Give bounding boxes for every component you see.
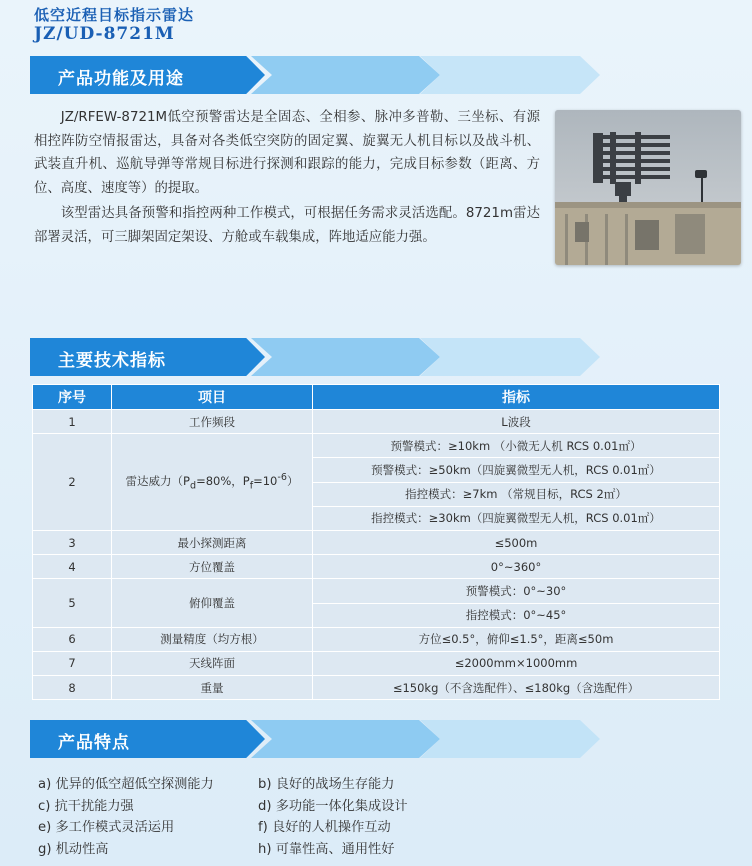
row-item: 重量 (112, 676, 313, 700)
section-title: 产品功能及用途 (58, 69, 184, 89)
section-header-specs (30, 338, 570, 376)
row-item-text: 雷达威力（$P_d=80\%$，$P_f=10^{-6}$） (125, 472, 299, 492)
list-item: c) 抗干扰能力强 (38, 798, 134, 814)
section-header-features (30, 720, 570, 758)
row-item (112, 434, 313, 531)
table-row (33, 651, 720, 675)
section-title: 产品特点 (58, 733, 130, 753)
row-no: 1 (33, 410, 112, 434)
page-title: 低空近程目标指示雷达 (34, 6, 195, 24)
row-spec: 预警模式：≥50km（四旋翼微型无人机，RCS 0.01㎡） (313, 458, 720, 482)
table-row (33, 410, 720, 434)
row-spec: 指控模式：0°~45° (313, 603, 720, 627)
table-row (33, 627, 720, 651)
list-item: d) 多功能一体化集成设计 (258, 798, 408, 814)
row-no: 6 (33, 627, 112, 651)
mode-paragraph: 该型雷达具备预警和指控两种工作模式，可根据任务需求灵活选配。8721m雷达部署灵活，可三脚架固定架设、方舱或车载集成，阵地适应能力强。 (34, 206, 540, 245)
row-spec: 指控模式：≥7km （常规目标，RCS 2㎡） (313, 482, 720, 506)
intro-paragraph: JZ/RFEW-8721M低空预警雷达是全固态、全相参、脉冲多普勒、三坐标、有源相控阵防空情报雷达，具备对各类低空突防的固定翼、旋翼无人机目标以及战斗机、武装直升机、巡航导弹等常规目标进行探测和跟踪的能力，完成目标参数（距离、方位、高度、速度等）的提取。 (34, 110, 540, 196)
row-spec: ≤2000mm×1000mm (313, 651, 720, 675)
row-spec: 0°~360° (313, 555, 720, 579)
product-model: JZ/UD-8721M (34, 24, 175, 44)
column-header-spec: 指标 (313, 385, 720, 410)
row-item: 测量精度（均方根） (112, 627, 313, 651)
section-title: 主要技术指标 (58, 351, 166, 371)
list-item: e) 多工作模式灵活运用 (38, 820, 175, 835)
row-spec: ≤500m (313, 530, 720, 554)
row-spec: ≤150kg（不含选配件）、≤180kg（含选配件） (313, 676, 720, 700)
row-no: 5 (33, 579, 112, 627)
row-no: 3 (33, 530, 112, 554)
row-no: 2 (33, 434, 112, 531)
list-item: b) 良好的战场生存能力 (258, 777, 395, 792)
column-header-item: 项目 (112, 385, 313, 410)
list-item: g) 机动性高 (38, 841, 109, 857)
row-spec: 指控模式：≥30km（四旋翼微型无人机，RCS 0.01㎡） (313, 506, 720, 530)
list-item: f) 良好的人机操作互动 (258, 820, 391, 835)
table-row (33, 555, 720, 579)
section-header-functions (30, 56, 570, 94)
list-item: a) 优异的低空超低空探测能力 (38, 777, 214, 792)
row-item: 工作频段 (112, 410, 313, 434)
spec-table (32, 384, 720, 700)
row-item: 方位覆盖 (112, 555, 313, 579)
table-row (33, 579, 720, 603)
list-item: h) 可靠性高、通用性好 (258, 841, 395, 857)
radar-image (555, 110, 741, 265)
table-row (33, 676, 720, 700)
row-no: 8 (33, 676, 112, 700)
feature-list-right (258, 774, 408, 860)
row-item: 俯仰覆盖 (112, 579, 313, 627)
radar-photo (555, 110, 741, 265)
row-no: 4 (33, 555, 112, 579)
row-spec: 预警模式：≥10km （小微无人机 RCS 0.01㎡） (313, 434, 720, 458)
row-spec: 方位≤0.5°，俯仰≤1.5°，距离≤50m (313, 627, 720, 651)
row-spec: 预警模式：0°~30° (313, 579, 720, 603)
row-item: 天线阵面 (112, 651, 313, 675)
table-row (33, 530, 720, 554)
feature-list-left (38, 774, 214, 860)
row-item: 最小探测距离 (112, 530, 313, 554)
row-no: 7 (33, 651, 112, 675)
row-spec: L波段 (313, 410, 720, 434)
table-row (33, 434, 720, 458)
column-header-no: 序号 (33, 385, 112, 410)
